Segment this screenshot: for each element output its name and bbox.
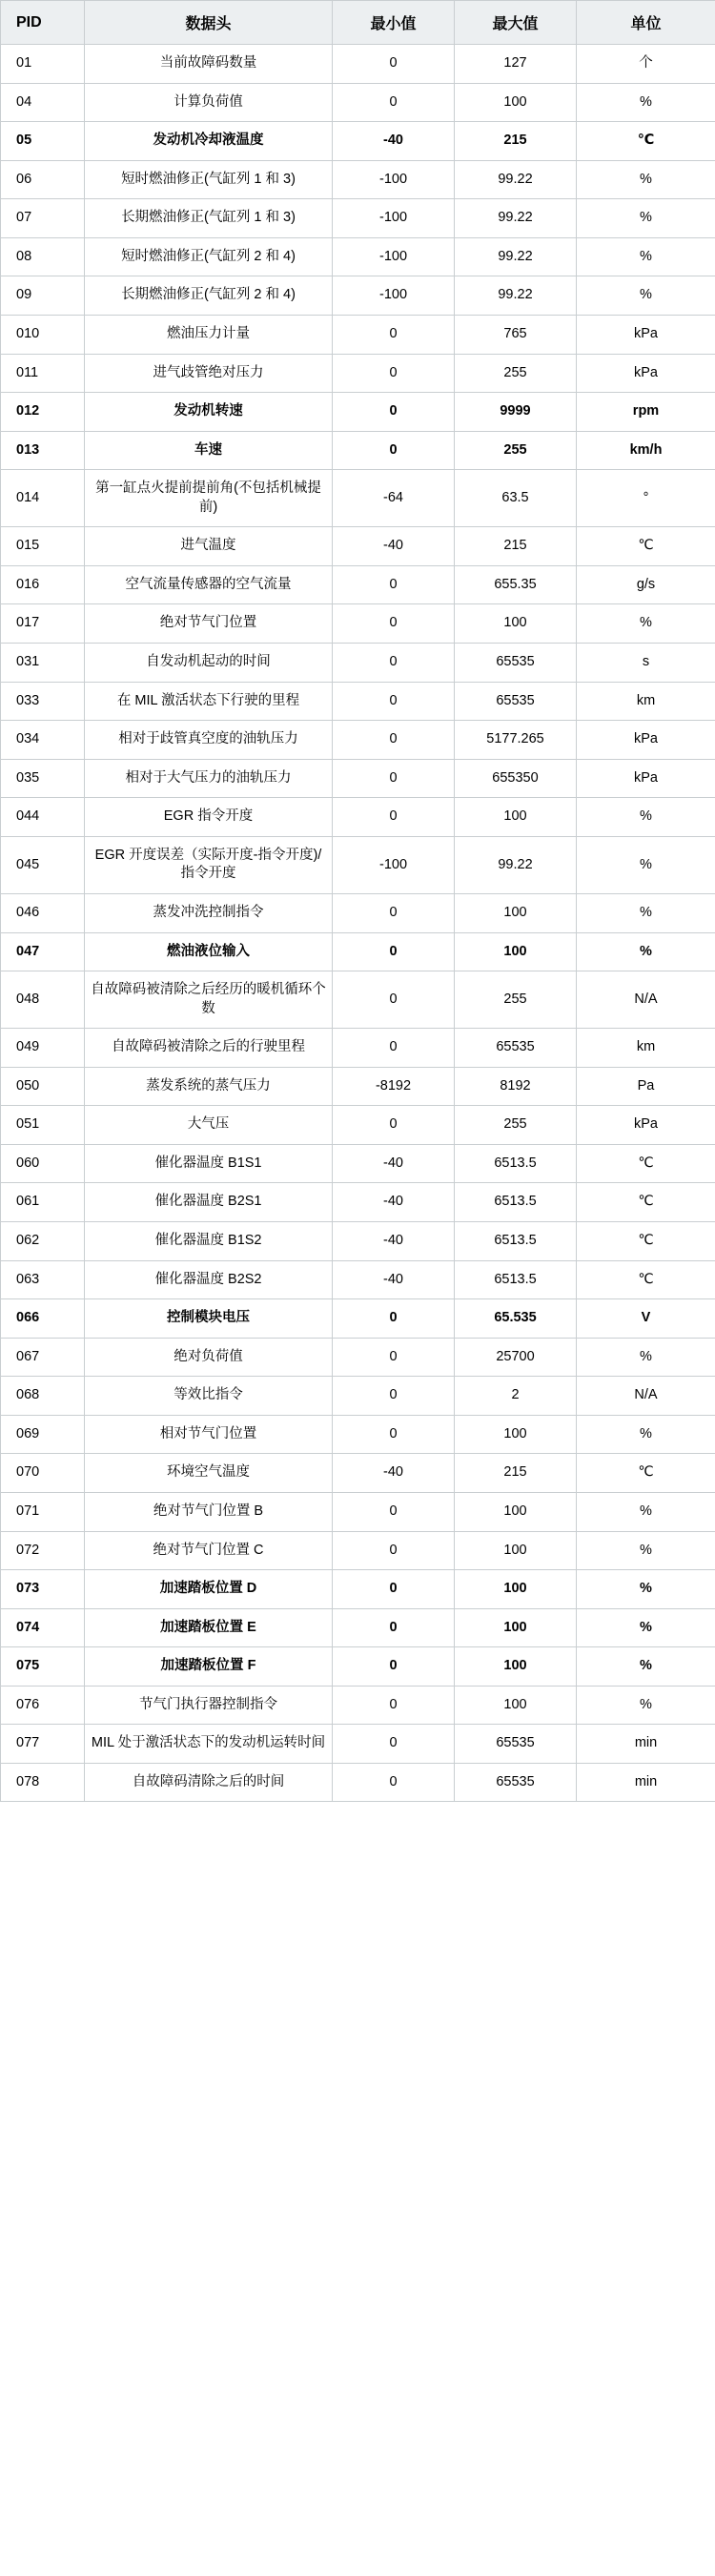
column-header-pid: PID <box>1 1 85 45</box>
cell-min: 0 <box>333 1492 455 1531</box>
cell-min: 0 <box>333 971 455 1029</box>
table-row <box>1 1415 715 1454</box>
table-row <box>1 1144 715 1183</box>
table-header <box>1 1 715 45</box>
table-row <box>1 1570 715 1609</box>
cell-pid: 017 <box>1 604 85 644</box>
cell-name: 催化器温度 B1S2 <box>85 1222 333 1261</box>
cell-max: 6513.5 <box>455 1260 577 1299</box>
cell-min: 0 <box>333 1647 455 1687</box>
cell-pid: 051 <box>1 1106 85 1145</box>
cell-min: -40 <box>333 1144 455 1183</box>
cell-min: 0 <box>333 431 455 470</box>
table-row <box>1 893 715 932</box>
cell-name: 自故障码被清除之后经历的暖机循环个数 <box>85 971 333 1029</box>
table-body <box>1 45 715 1802</box>
cell-unit: % <box>577 1686 715 1725</box>
cell-pid: 076 <box>1 1686 85 1725</box>
cell-pid: 071 <box>1 1492 85 1531</box>
cell-name: 节气门执行器控制指令 <box>85 1686 333 1725</box>
table-row <box>1 1029 715 1068</box>
cell-name: 第一缸点火提前提前角(不包括机械提前) <box>85 470 333 527</box>
cell-max: 215 <box>455 527 577 566</box>
cell-max: 100 <box>455 798 577 837</box>
cell-pid: 031 <box>1 644 85 683</box>
cell-min: 0 <box>333 1338 455 1377</box>
table-row <box>1 1725 715 1764</box>
cell-max: 99.22 <box>455 160 577 199</box>
cell-unit: % <box>577 798 715 837</box>
table-row <box>1 1763 715 1802</box>
cell-min: 0 <box>333 83 455 122</box>
cell-name: 催化器温度 B2S2 <box>85 1260 333 1299</box>
table-row <box>1 431 715 470</box>
cell-min: 0 <box>333 1686 455 1725</box>
cell-name: 在 MIL 激活状态下行驶的里程 <box>85 682 333 721</box>
cell-pid: 08 <box>1 237 85 276</box>
cell-pid: 044 <box>1 798 85 837</box>
table-row <box>1 1183 715 1222</box>
cell-name: 计算负荷值 <box>85 83 333 122</box>
table-row <box>1 1260 715 1299</box>
cell-max: 655350 <box>455 759 577 798</box>
cell-min: 0 <box>333 1725 455 1764</box>
cell-name: 自故障码清除之后的时间 <box>85 1763 333 1802</box>
cell-name: 自故障码被清除之后的行驶里程 <box>85 1029 333 1068</box>
cell-unit: min <box>577 1763 715 1802</box>
cell-max: 100 <box>455 83 577 122</box>
cell-pid: 050 <box>1 1067 85 1106</box>
cell-name: 短时燃油修正(气缸列 1 和 3) <box>85 160 333 199</box>
table-row <box>1 759 715 798</box>
cell-pid: 062 <box>1 1222 85 1261</box>
cell-min: 0 <box>333 893 455 932</box>
cell-name: 相对于歧管真空度的油轨压力 <box>85 721 333 760</box>
cell-name: 发动机转速 <box>85 393 333 432</box>
cell-pid: 010 <box>1 315 85 354</box>
cell-min: -40 <box>333 1183 455 1222</box>
table-row <box>1 682 715 721</box>
cell-unit: % <box>577 1492 715 1531</box>
cell-max: 127 <box>455 45 577 84</box>
table-row <box>1 1608 715 1647</box>
cell-unit: min <box>577 1725 715 1764</box>
cell-name: 进气歧管绝对压力 <box>85 354 333 393</box>
cell-pid: 014 <box>1 470 85 527</box>
cell-pid: 073 <box>1 1570 85 1609</box>
cell-name: 车速 <box>85 431 333 470</box>
table-row <box>1 199 715 238</box>
cell-pid: 012 <box>1 393 85 432</box>
cell-name: 相对于大气压力的油轨压力 <box>85 759 333 798</box>
table-row <box>1 1454 715 1493</box>
cell-pid: 06 <box>1 160 85 199</box>
cell-min: 0 <box>333 1299 455 1339</box>
cell-max: 100 <box>455 1608 577 1647</box>
table-row <box>1 1377 715 1416</box>
cell-max: 8192 <box>455 1067 577 1106</box>
cell-pid: 068 <box>1 1377 85 1416</box>
cell-pid: 01 <box>1 45 85 84</box>
table-row <box>1 45 715 84</box>
table-row <box>1 1647 715 1687</box>
table-row <box>1 276 715 316</box>
cell-pid: 07 <box>1 199 85 238</box>
table-row <box>1 315 715 354</box>
cell-max: 65535 <box>455 1763 577 1802</box>
cell-pid: 04 <box>1 83 85 122</box>
cell-max: 100 <box>455 1570 577 1609</box>
cell-unit: % <box>577 1570 715 1609</box>
cell-pid: 063 <box>1 1260 85 1299</box>
cell-name: 长期燃油修正(气缸列 2 和 4) <box>85 276 333 316</box>
cell-pid: 045 <box>1 836 85 893</box>
cell-max: 6513.5 <box>455 1183 577 1222</box>
cell-pid: 016 <box>1 565 85 604</box>
cell-pid: 05 <box>1 122 85 161</box>
cell-min: 0 <box>333 1570 455 1609</box>
cell-max: 100 <box>455 1531 577 1570</box>
column-header-name: 数据头 <box>85 1 333 45</box>
cell-unit: % <box>577 604 715 644</box>
cell-max: 25700 <box>455 1338 577 1377</box>
cell-min: 0 <box>333 1531 455 1570</box>
cell-max: 99.22 <box>455 199 577 238</box>
cell-name: 燃油压力计量 <box>85 315 333 354</box>
cell-pid: 078 <box>1 1763 85 1802</box>
table-row <box>1 644 715 683</box>
cell-min: 0 <box>333 644 455 683</box>
table-row <box>1 122 715 161</box>
cell-min: 0 <box>333 798 455 837</box>
cell-unit: kPa <box>577 315 715 354</box>
cell-max: 100 <box>455 1647 577 1687</box>
column-header-unit: 单位 <box>577 1 715 45</box>
cell-min: -8192 <box>333 1067 455 1106</box>
cell-name: 长期燃油修正(气缸列 1 和 3) <box>85 199 333 238</box>
table-row <box>1 1299 715 1339</box>
table-row <box>1 527 715 566</box>
cell-unit: % <box>577 276 715 316</box>
cell-name: 绝对节气门位置 C <box>85 1531 333 1570</box>
cell-min: 0 <box>333 1415 455 1454</box>
cell-min: 0 <box>333 393 455 432</box>
cell-max: 99.22 <box>455 237 577 276</box>
cell-unit: kPa <box>577 354 715 393</box>
cell-max: 255 <box>455 971 577 1029</box>
cell-max: 215 <box>455 122 577 161</box>
cell-pid: 015 <box>1 527 85 566</box>
cell-max: 99.22 <box>455 276 577 316</box>
cell-max: 99.22 <box>455 836 577 893</box>
cell-max: 65535 <box>455 644 577 683</box>
cell-name: EGR 开度误差（实际开度-指令开度)/指令开度 <box>85 836 333 893</box>
cell-name: EGR 指令开度 <box>85 798 333 837</box>
cell-min: 0 <box>333 1377 455 1416</box>
cell-unit: kPa <box>577 759 715 798</box>
cell-name: 短时燃油修正(气缸列 2 和 4) <box>85 237 333 276</box>
cell-unit: % <box>577 83 715 122</box>
cell-max: 6513.5 <box>455 1144 577 1183</box>
cell-unit: ° <box>577 470 715 527</box>
cell-min: -40 <box>333 1222 455 1261</box>
cell-max: 255 <box>455 1106 577 1145</box>
cell-name: MIL 处于激活状态下的发动机运转时间 <box>85 1725 333 1764</box>
table-row <box>1 836 715 893</box>
table-row <box>1 1106 715 1145</box>
cell-min: 0 <box>333 315 455 354</box>
cell-max: 9999 <box>455 393 577 432</box>
cell-min: -40 <box>333 122 455 161</box>
cell-name: 绝对负荷值 <box>85 1338 333 1377</box>
cell-unit: % <box>577 1338 715 1377</box>
cell-min: -64 <box>333 470 455 527</box>
cell-pid: 077 <box>1 1725 85 1764</box>
cell-unit: km/h <box>577 431 715 470</box>
cell-max: 63.5 <box>455 470 577 527</box>
cell-name: 蒸发系统的蒸气压力 <box>85 1067 333 1106</box>
cell-max: 765 <box>455 315 577 354</box>
cell-min: 0 <box>333 1029 455 1068</box>
cell-unit: Pa <box>577 1067 715 1106</box>
cell-max: 6513.5 <box>455 1222 577 1261</box>
cell-unit: V <box>577 1299 715 1339</box>
cell-min: -40 <box>333 1454 455 1493</box>
cell-pid: 048 <box>1 971 85 1029</box>
cell-max: 655.35 <box>455 565 577 604</box>
cell-pid: 033 <box>1 682 85 721</box>
cell-unit: km <box>577 1029 715 1068</box>
cell-pid: 072 <box>1 1531 85 1570</box>
table-row <box>1 971 715 1029</box>
table-row <box>1 354 715 393</box>
table-row <box>1 565 715 604</box>
cell-min: 0 <box>333 932 455 971</box>
cell-max: 100 <box>455 1415 577 1454</box>
table-row <box>1 1686 715 1725</box>
cell-max: 100 <box>455 893 577 932</box>
cell-pid: 075 <box>1 1647 85 1687</box>
cell-name: 空气流量传感器的空气流量 <box>85 565 333 604</box>
cell-name: 等效比指令 <box>85 1377 333 1416</box>
cell-name: 自发动机起动的时间 <box>85 644 333 683</box>
cell-name: 控制模块电压 <box>85 1299 333 1339</box>
cell-unit: g/s <box>577 565 715 604</box>
cell-unit: % <box>577 199 715 238</box>
cell-min: 0 <box>333 721 455 760</box>
cell-name: 加速踏板位置 F <box>85 1647 333 1687</box>
cell-pid: 09 <box>1 276 85 316</box>
cell-min: 0 <box>333 354 455 393</box>
cell-unit: ℃ <box>577 1222 715 1261</box>
cell-max: 65535 <box>455 1725 577 1764</box>
column-header-max: 最大值 <box>455 1 577 45</box>
cell-unit: ℃ <box>577 527 715 566</box>
cell-max: 100 <box>455 1492 577 1531</box>
table-row <box>1 393 715 432</box>
table-row <box>1 1531 715 1570</box>
cell-name: 加速踏板位置 E <box>85 1608 333 1647</box>
table-row <box>1 237 715 276</box>
cell-unit: ℃ <box>577 1260 715 1299</box>
cell-unit: % <box>577 237 715 276</box>
cell-min: 0 <box>333 682 455 721</box>
cell-max: 100 <box>455 604 577 644</box>
cell-unit: ℃ <box>577 1183 715 1222</box>
cell-pid: 070 <box>1 1454 85 1493</box>
cell-min: 0 <box>333 604 455 644</box>
cell-name: 蒸发冲洗控制指令 <box>85 893 333 932</box>
table-row <box>1 83 715 122</box>
cell-unit: N/A <box>577 971 715 1029</box>
cell-max: 65535 <box>455 682 577 721</box>
cell-unit: % <box>577 932 715 971</box>
cell-min: 0 <box>333 45 455 84</box>
cell-pid: 034 <box>1 721 85 760</box>
cell-name: 当前故障码数量 <box>85 45 333 84</box>
cell-name: 发动机冷却液温度 <box>85 122 333 161</box>
cell-min: -100 <box>333 160 455 199</box>
cell-name: 环境空气温度 <box>85 1454 333 1493</box>
cell-min: -100 <box>333 237 455 276</box>
cell-max: 100 <box>455 1686 577 1725</box>
cell-unit: % <box>577 893 715 932</box>
cell-unit: rpm <box>577 393 715 432</box>
cell-min: -40 <box>333 1260 455 1299</box>
cell-max: 215 <box>455 1454 577 1493</box>
cell-max: 255 <box>455 431 577 470</box>
table-row <box>1 1492 715 1531</box>
cell-min: 0 <box>333 1763 455 1802</box>
cell-max: 2 <box>455 1377 577 1416</box>
cell-max: 65535 <box>455 1029 577 1068</box>
cell-min: -40 <box>333 527 455 566</box>
cell-unit: km <box>577 682 715 721</box>
cell-max: 65.535 <box>455 1299 577 1339</box>
cell-pid: 066 <box>1 1299 85 1339</box>
cell-unit: % <box>577 836 715 893</box>
cell-unit: ℃ <box>577 122 715 161</box>
cell-unit: N/A <box>577 1377 715 1416</box>
cell-unit: s <box>577 644 715 683</box>
cell-pid: 061 <box>1 1183 85 1222</box>
cell-pid: 060 <box>1 1144 85 1183</box>
table-row <box>1 604 715 644</box>
cell-name: 燃油液位输入 <box>85 932 333 971</box>
cell-pid: 074 <box>1 1608 85 1647</box>
cell-name: 大气压 <box>85 1106 333 1145</box>
cell-min: -100 <box>333 199 455 238</box>
cell-name: 进气温度 <box>85 527 333 566</box>
cell-unit: % <box>577 1531 715 1570</box>
cell-min: -100 <box>333 276 455 316</box>
table-row <box>1 798 715 837</box>
table-row <box>1 1338 715 1377</box>
table-row <box>1 1067 715 1106</box>
cell-name: 绝对节气门位置 <box>85 604 333 644</box>
cell-min: 0 <box>333 759 455 798</box>
cell-unit: % <box>577 1647 715 1687</box>
cell-pid: 049 <box>1 1029 85 1068</box>
table-row <box>1 1222 715 1261</box>
column-header-min: 最小值 <box>333 1 455 45</box>
cell-name: 相对节气门位置 <box>85 1415 333 1454</box>
cell-min: 0 <box>333 1106 455 1145</box>
cell-unit: % <box>577 160 715 199</box>
cell-name: 绝对节气门位置 B <box>85 1492 333 1531</box>
cell-name: 加速踏板位置 D <box>85 1570 333 1609</box>
cell-max: 255 <box>455 354 577 393</box>
cell-max: 100 <box>455 932 577 971</box>
cell-unit: ℃ <box>577 1144 715 1183</box>
cell-unit: ℃ <box>577 1454 715 1493</box>
cell-max: 5177.265 <box>455 721 577 760</box>
cell-pid: 046 <box>1 893 85 932</box>
cell-pid: 047 <box>1 932 85 971</box>
cell-unit: % <box>577 1608 715 1647</box>
table-row <box>1 932 715 971</box>
cell-pid: 069 <box>1 1415 85 1454</box>
cell-min: 0 <box>333 565 455 604</box>
cell-name: 催化器温度 B2S1 <box>85 1183 333 1222</box>
table-row <box>1 470 715 527</box>
table-row <box>1 721 715 760</box>
cell-pid: 013 <box>1 431 85 470</box>
cell-pid: 011 <box>1 354 85 393</box>
cell-unit: kPa <box>577 1106 715 1145</box>
table-header-row <box>1 1 715 45</box>
cell-unit: % <box>577 1415 715 1454</box>
cell-pid: 067 <box>1 1338 85 1377</box>
cell-unit: 个 <box>577 45 715 84</box>
cell-unit: kPa <box>577 721 715 760</box>
cell-min: 0 <box>333 1608 455 1647</box>
cell-pid: 035 <box>1 759 85 798</box>
cell-min: -100 <box>333 836 455 893</box>
cell-name: 催化器温度 B1S1 <box>85 1144 333 1183</box>
table-row <box>1 160 715 199</box>
